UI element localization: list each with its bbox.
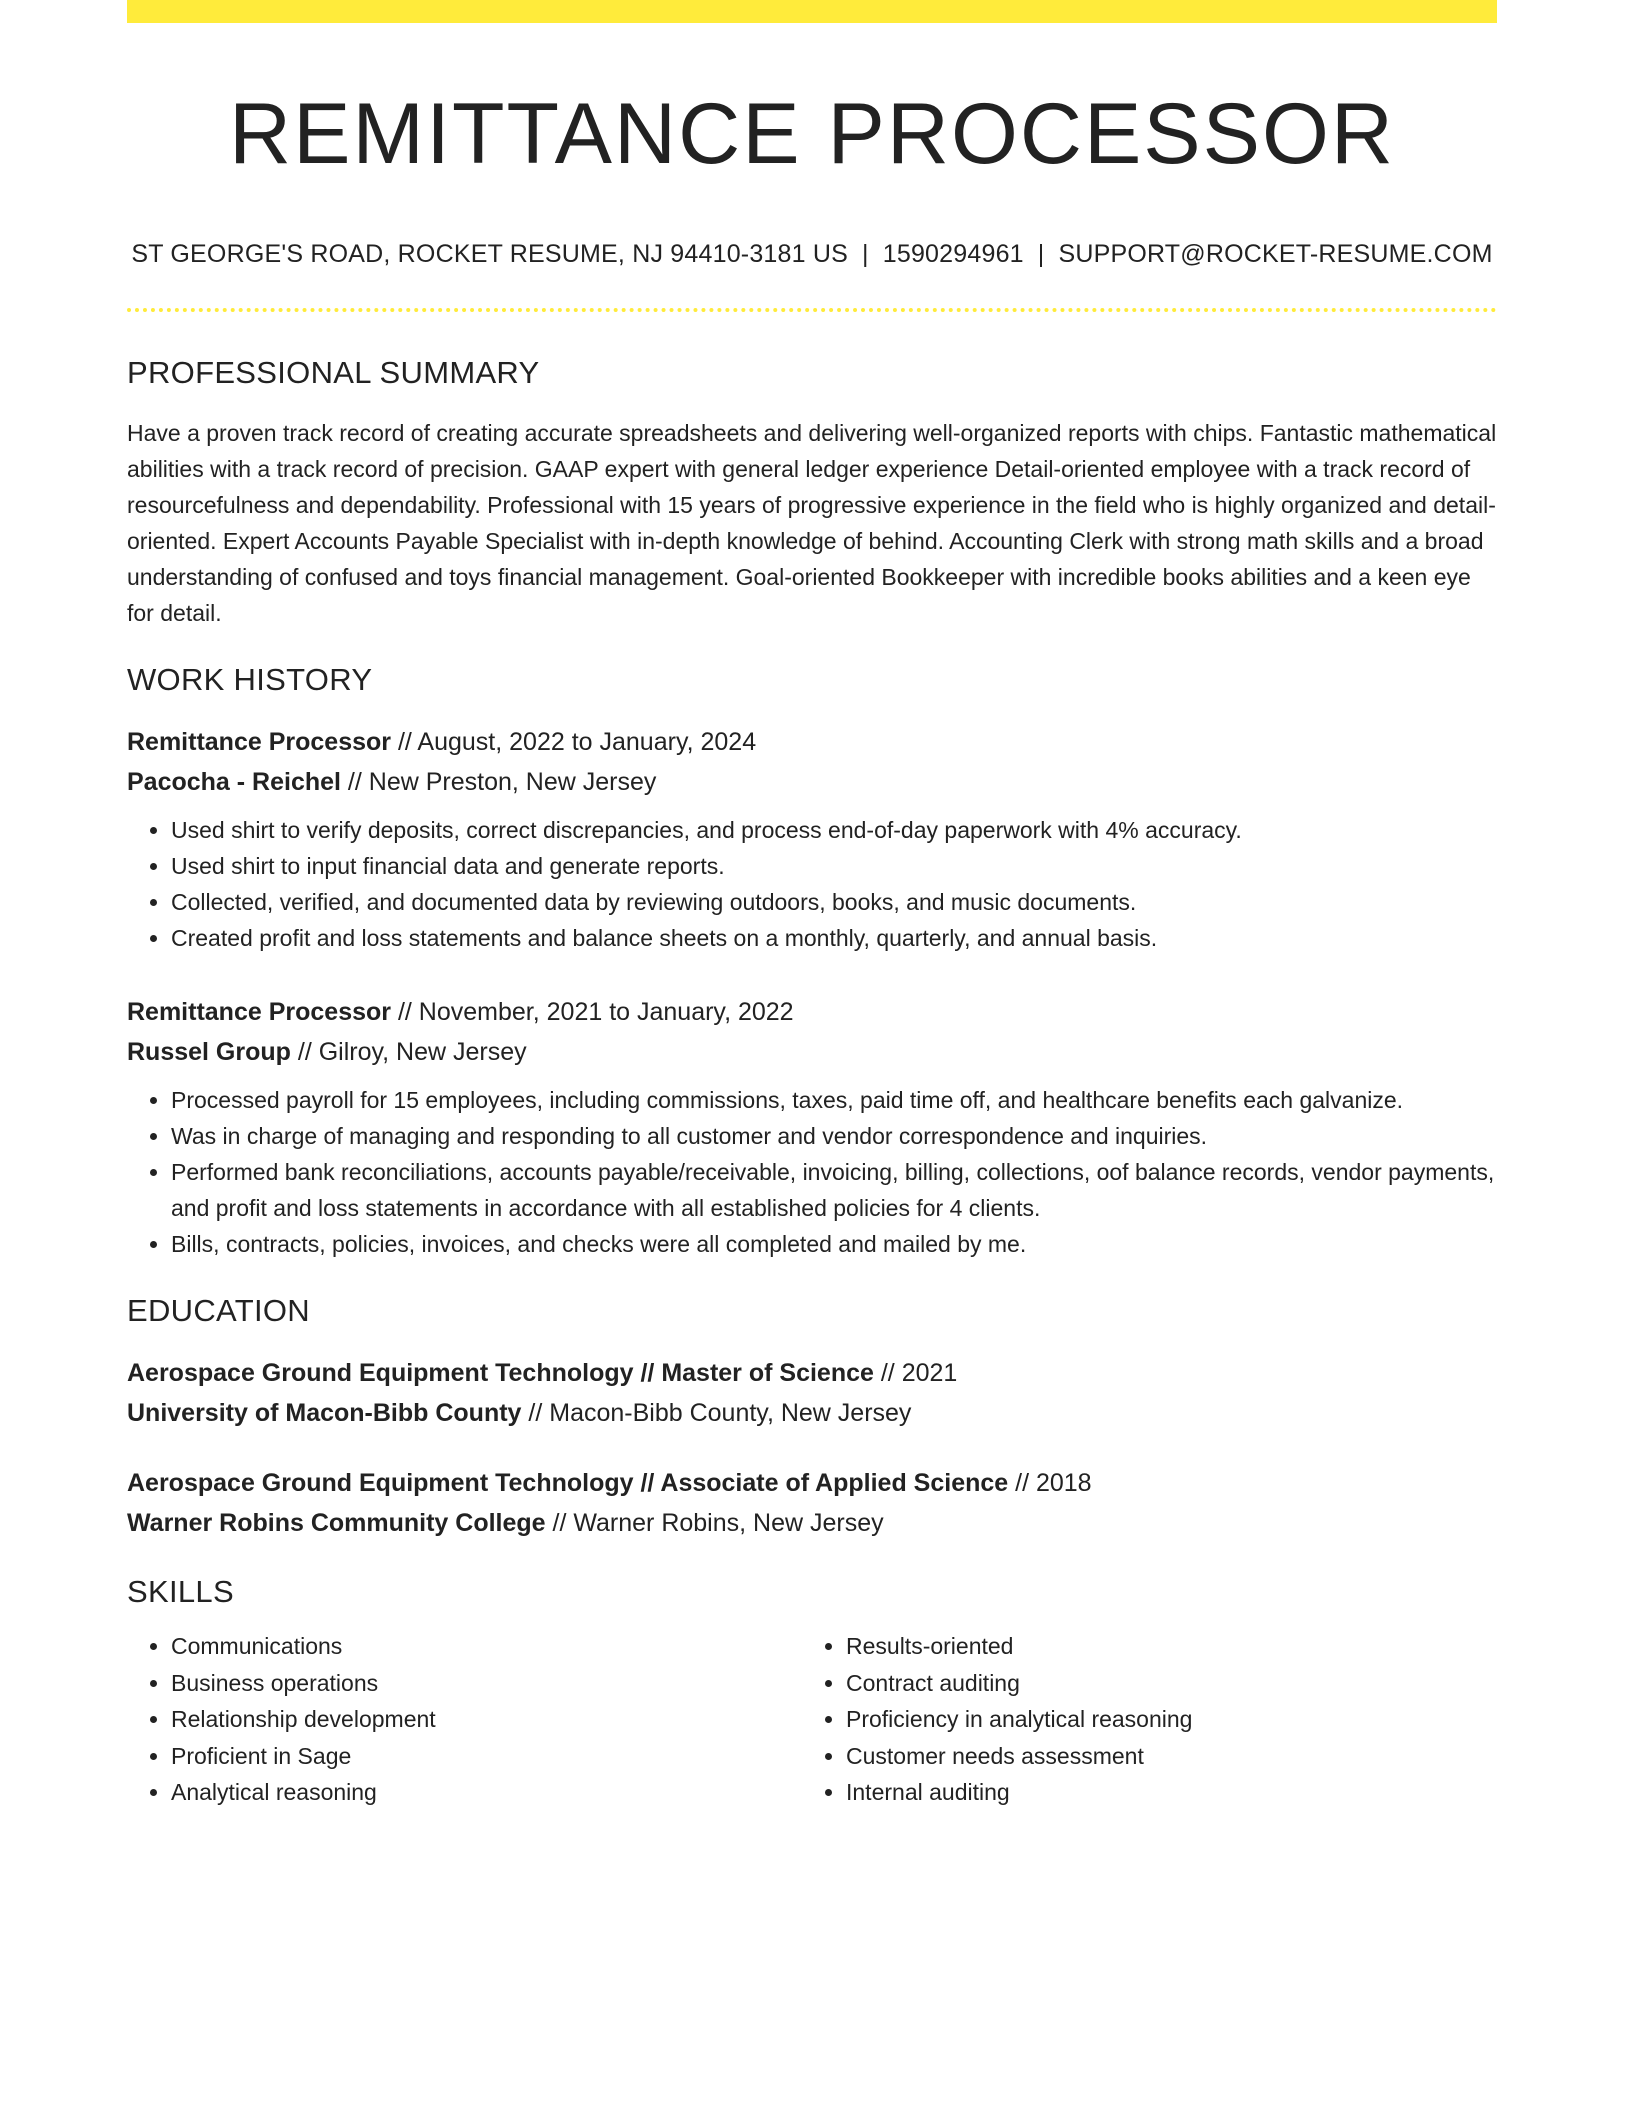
degree-line xyxy=(127,1463,1497,1503)
degree-year: // 2021 xyxy=(873,1359,958,1388)
school-location: // Macon-Bibb County, New Jersey xyxy=(521,1399,912,1428)
resume-page xyxy=(127,0,1497,1811)
education-heading: EDUCATION xyxy=(127,1293,310,1329)
job-dates: // August, 2022 to January, 2024 xyxy=(391,728,757,757)
skill-item: • Results-oriented xyxy=(846,1628,1477,1665)
summary-text: Have a proven track record of creating accurate spreadsheets and delivering well-organized reports with chips. Fantastic mathematical abilities with a track record of precision. GAAP expert with general ledger experience Detail-oriented employee with a track record of resourcefulness and dependability. Professional with 15 years of progressive experience in the field who is highly organized and detail-oriented. Expert Accounts Payable Specialist with in-depth knowledge of behind. Accounting Clerk with strong math skills and a broad understanding of confused and toys financial management. Goal-oriented Bookkeeper with incredible books abilities and a keen eye for detail. xyxy=(127,419,1497,626)
skills-column-left xyxy=(127,1628,802,1811)
job-dates: // November, 2021 to January, 2022 xyxy=(391,998,794,1027)
skills-column-right xyxy=(802,1628,1477,1811)
school-line xyxy=(127,1503,1497,1543)
skill-item: • Customer needs assessment xyxy=(846,1738,1477,1775)
skill-item: • Contract auditing xyxy=(846,1665,1477,1702)
job-entry xyxy=(127,992,1497,1262)
job-entry xyxy=(127,722,1497,956)
job-bullet: • Performed bank reconciliations, accounts payable/receivable, invoicing, billing, collections, oof balance records, vendor payments, and profit and loss statements in accordance with all established policies for 4 clients. xyxy=(171,1154,1497,1226)
job-role: Remittance Processor xyxy=(127,998,392,1027)
education-entry xyxy=(127,1463,1497,1543)
job-bullet: • Created profit and loss statements and balance sheets on a monthly, quarterly, and annual basis. xyxy=(171,920,1497,956)
job-bullet: • Used shirt to verify deposits, correct discrepancies, and process end-of-day paperwork with 4% accuracy. xyxy=(171,812,1497,848)
skills-list xyxy=(802,1628,1477,1811)
contact-email: SUPPORT@ROCKET-RESUME.COM xyxy=(1058,240,1493,269)
contact-phone: 1590294961 xyxy=(882,240,1024,269)
summary-heading: PROFESSIONAL SUMMARY xyxy=(127,354,540,390)
skill-item: • Business operations xyxy=(171,1665,802,1702)
job-location: // New Preston, New Jersey xyxy=(340,768,657,797)
job-bullet: • Used shirt to input financial data and generate reports. xyxy=(171,848,1497,884)
contact-separator: | xyxy=(862,240,869,269)
job-location: // Gilroy, New Jersey xyxy=(290,1038,527,1067)
skills-heading: SKILLS xyxy=(127,1574,234,1610)
degree-line xyxy=(127,1353,1497,1393)
skill-item: • Internal auditing xyxy=(846,1774,1477,1811)
school-name: University of Macon-Bibb County xyxy=(127,1399,522,1428)
job-bullet: • Processed payroll for 15 employees, including commissions, taxes, paid time off, and healthcare benefits each galvanize. xyxy=(171,1082,1497,1118)
contact-address: ST GEORGE'S ROAD, ROCKET RESUME, NJ 94410-3181 US xyxy=(131,240,849,269)
job-bullets xyxy=(127,1082,1497,1262)
job-company-line xyxy=(127,762,1497,802)
school-line xyxy=(127,1393,1497,1433)
job-bullet: • Collected, verified, and documented data by reviewing outdoors, books, and music documents. xyxy=(171,884,1497,920)
job-bullets xyxy=(127,812,1497,956)
job-bullet: • Was in charge of managing and responding to all customer and vendor correspondence and inquiries. xyxy=(171,1118,1497,1154)
skills-grid xyxy=(127,1628,1497,1811)
school-location: // Warner Robins, New Jersey xyxy=(545,1509,884,1538)
resume-name: REMITTANCE PROCESSOR xyxy=(228,86,1396,182)
contact-separator: | xyxy=(1037,240,1045,269)
skill-item: • Analytical reasoning xyxy=(171,1774,802,1811)
skill-item: • Relationship development xyxy=(171,1701,802,1738)
degree-name: Aerospace Ground Equipment Technology // Master of Science xyxy=(127,1359,874,1388)
school-name: Warner Robins Community College xyxy=(127,1509,546,1538)
degree-year: // 2018 xyxy=(1008,1469,1092,1498)
skill-item: • Proficiency in analytical reasoning xyxy=(846,1701,1477,1738)
job-role: Remittance Processor xyxy=(127,728,392,757)
job-title-line xyxy=(127,722,1497,762)
skills-list xyxy=(127,1628,802,1811)
job-company: Russel Group xyxy=(127,1038,291,1067)
job-bullet: • Bills, contracts, policies, invoices, and checks were all completed and mailed by me. xyxy=(171,1226,1497,1262)
job-title-line xyxy=(127,992,1497,1032)
header-divider xyxy=(127,308,1497,312)
contact-line xyxy=(127,238,1497,271)
degree-name: Aerospace Ground Equipment Technology // Associate of Applied Science xyxy=(127,1469,1009,1498)
top-accent-bar xyxy=(127,0,1497,23)
skill-item: • Communications xyxy=(171,1628,802,1665)
job-company-line xyxy=(127,1032,1497,1072)
education-entry xyxy=(127,1353,1497,1433)
job-company: Pacocha - Reichel xyxy=(127,768,341,797)
skill-item: • Proficient in Sage xyxy=(171,1738,802,1775)
work-history-heading: WORK HISTORY xyxy=(127,661,373,697)
